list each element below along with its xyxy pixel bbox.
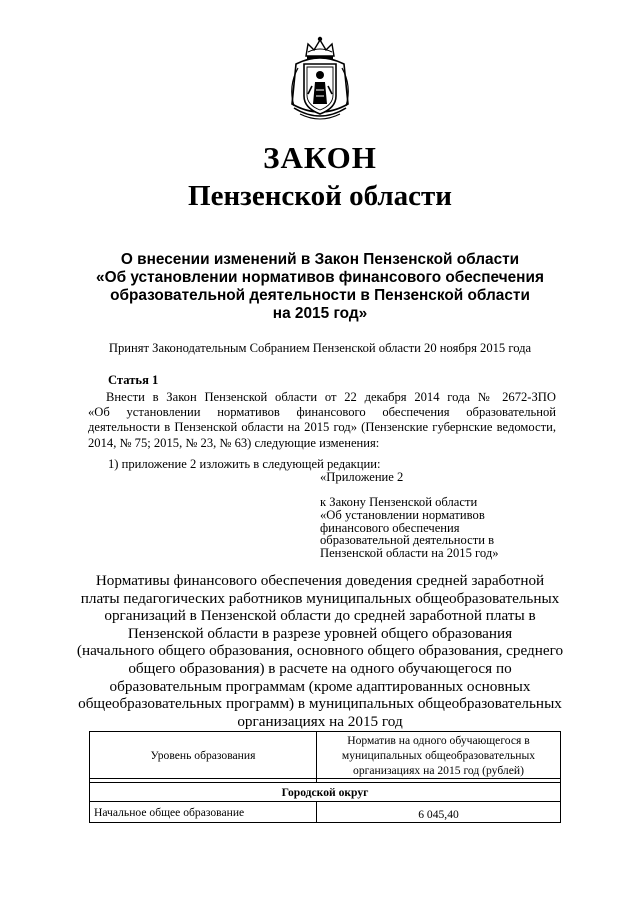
appendix-line: Пензенской области на 2015 год» (320, 546, 499, 561)
table-header-row (90, 732, 561, 779)
column-header-line: муниципальных общеобразовательных (341, 748, 536, 762)
column-header-line: организациях на 2015 год (рублей) (353, 763, 524, 777)
norms-title (60, 572, 580, 730)
norms-table (89, 731, 561, 823)
table-row (90, 802, 561, 823)
education-level-cell: Начальное общее образование (90, 802, 317, 823)
norms-title-line: Нормативы финансового обеспечения доведения средней заработной (95, 572, 545, 589)
subject-line: «Об установлении нормативов финансового обеспечения (96, 269, 544, 286)
subject-line: О внесении изменений в Закон Пензенской области (120, 251, 520, 268)
appendix-line: образовательной деятельности в (320, 533, 495, 548)
law-heading: ЗАКОН (263, 140, 377, 175)
adoption-note: Принят Законодательным Собранием Пензенской области 20 ноября 2015 года (108, 341, 532, 355)
column-header-line: Норматив на одного обучающегося в (347, 733, 530, 747)
appendix-reference (320, 496, 499, 560)
article-heading: Статья 1 (108, 373, 159, 387)
norms-title-line: общеобразовательных программ) в муниципальных общеобразовательных (78, 695, 562, 713)
appendix-label: «Приложение 2 (320, 470, 404, 484)
region-heading: Пензенской области (188, 180, 452, 212)
table-section-row (90, 783, 561, 802)
paragraph-line: деятельности в Пензенской области на 2015 год» (Пензенские губернские ведомости, (88, 420, 556, 435)
norms-title-line: платы педагогических работников муниципальных общеобразовательных (80, 589, 560, 607)
norms-title-line: образовательным программам (кроме адаптированных основных (109, 677, 531, 695)
amendment-item: 1) приложение 2 изложить в следующей редакции: (108, 457, 381, 471)
column-header-level: Уровень образования (90, 732, 317, 779)
norms-title-line: организаций в Пензенской области до средней заработной платы в (104, 607, 536, 625)
paragraph-line: 2014, № 75; 2015, № 23, № 63) следующие изменения: (88, 435, 380, 450)
appendix-line: к Закону Пензенской области (320, 495, 478, 509)
article-paragraph (88, 390, 556, 451)
paragraph-line: Внести в Закон Пензенской области от 22 декабря 2014 года № 2672-ЗПО (106, 390, 556, 404)
appendix-line: «Об установлении нормативов (320, 507, 485, 522)
coat-of-arms-emblem (282, 34, 358, 124)
law-subject (60, 251, 580, 323)
norm-value-cell: 6 045,40 (317, 802, 561, 823)
subject-line: образовательной деятельности в Пензенской области (110, 287, 530, 304)
section-label: Городской округ (90, 783, 561, 802)
column-header-norm (317, 732, 561, 779)
norms-title-line: организациях на 2015 год (237, 712, 403, 730)
subject-line: на 2015 год» (272, 305, 368, 322)
appendix-line: финансового обеспечения (320, 520, 460, 535)
paragraph-line: «Об установлении нормативов финансового обеспечения образовательной (88, 405, 556, 420)
norms-title-line: (начального общего образования, основного общего образования, среднего (76, 642, 564, 660)
norms-title-line: общего образования) в расчете на одного обучающегося по (128, 659, 512, 677)
norms-title-line: Пензенской области в разрезе уровней общего образования (127, 624, 513, 642)
